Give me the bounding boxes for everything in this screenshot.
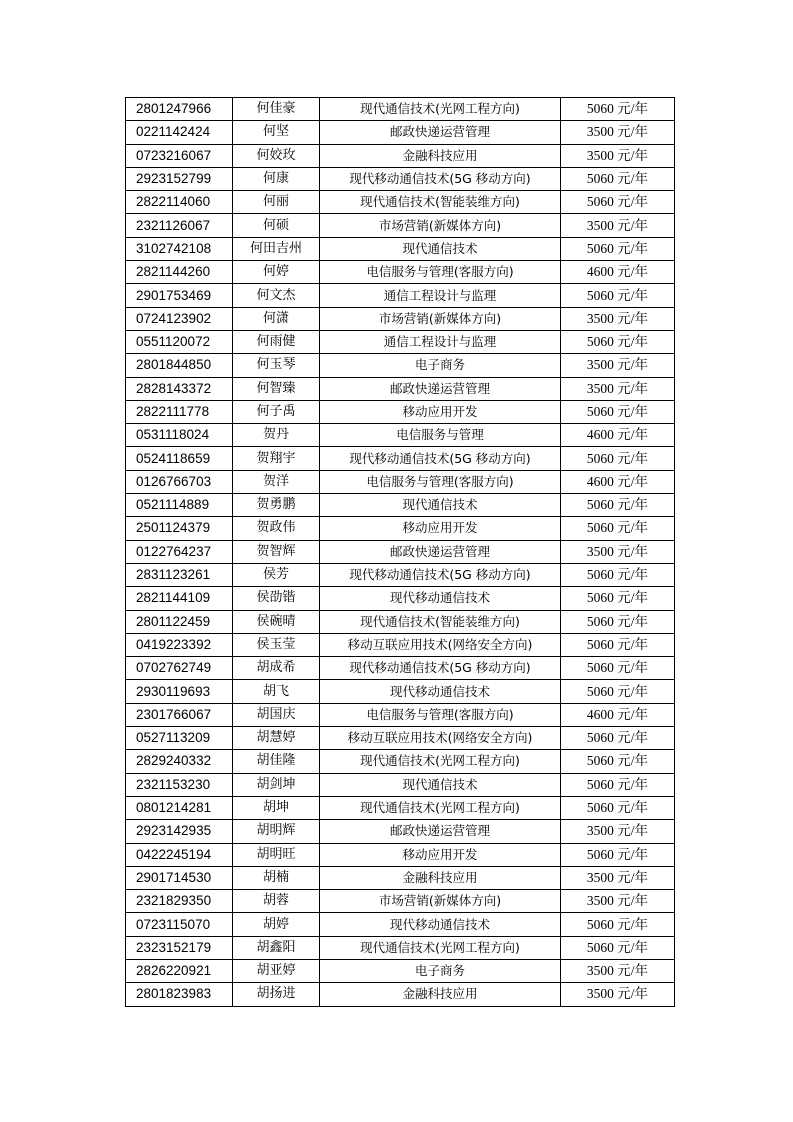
major-cell: 现代移动通信技术(5G 移动方向) — [320, 447, 561, 470]
student-id-cell: 0723115070 — [126, 913, 233, 936]
student-id-cell: 2901714530 — [126, 866, 233, 889]
student-id-cell: 2321126067 — [126, 214, 233, 237]
table-row — [126, 307, 675, 330]
major-cell: 现代通信技术(光网工程方向) — [320, 796, 561, 819]
major-cell: 移动应用开发 — [320, 400, 561, 423]
table-row — [126, 843, 675, 866]
table-row — [126, 470, 675, 493]
major-cell: 金融科技应用 — [320, 866, 561, 889]
student-name-cell: 胡明旺 — [233, 843, 320, 866]
student-id-cell: 0419223392 — [126, 633, 233, 656]
table-row — [126, 284, 675, 307]
student-name-cell: 何坚 — [233, 121, 320, 144]
table-row — [126, 983, 675, 1006]
student-id-cell: 0524118659 — [126, 447, 233, 470]
tuition-fee-cell: 4600 元/年 — [561, 424, 675, 447]
table-row — [126, 563, 675, 586]
student-name-cell: 何康 — [233, 167, 320, 190]
tuition-fee-cell: 3500 元/年 — [561, 890, 675, 913]
tuition-fee-cell: 5060 元/年 — [561, 98, 675, 121]
table-row — [126, 400, 675, 423]
table-row — [126, 866, 675, 889]
major-cell: 邮政快递运营管理 — [320, 377, 561, 400]
major-cell: 现代移动通信技术 — [320, 913, 561, 936]
table-row — [126, 517, 675, 540]
student-id-cell: 0122764237 — [126, 540, 233, 563]
table-row — [126, 261, 675, 284]
student-name-cell: 何玉琴 — [233, 354, 320, 377]
student-id-cell: 2822114060 — [126, 191, 233, 214]
student-id-cell: 2501124379 — [126, 517, 233, 540]
major-cell: 电子商务 — [320, 354, 561, 377]
tuition-fee-cell: 5060 元/年 — [561, 330, 675, 353]
tuition-fee-cell: 5060 元/年 — [561, 191, 675, 214]
student-id-cell: 2822111778 — [126, 400, 233, 423]
tuition-fee-cell: 5060 元/年 — [561, 400, 675, 423]
table-row — [126, 610, 675, 633]
major-cell: 电子商务 — [320, 959, 561, 982]
tuition-fee-cell: 5060 元/年 — [561, 237, 675, 260]
tuition-fee-cell: 3500 元/年 — [561, 354, 675, 377]
student-name-cell: 贺翔宇 — [233, 447, 320, 470]
table-row — [126, 424, 675, 447]
student-name-cell: 胡飞 — [233, 680, 320, 703]
student-id-cell: 2901753469 — [126, 284, 233, 307]
tuition-fee-cell: 5060 元/年 — [561, 773, 675, 796]
major-cell: 现代移动通信技术(5G 移动方向) — [320, 657, 561, 680]
student-name-cell: 胡婷 — [233, 913, 320, 936]
major-cell: 现代通信技术(光网工程方向) — [320, 98, 561, 121]
student-id-cell: 2301766067 — [126, 703, 233, 726]
major-cell: 现代通信技术 — [320, 237, 561, 260]
major-cell: 邮政快递运营管理 — [320, 121, 561, 144]
student-id-cell: 2923152799 — [126, 167, 233, 190]
student-name-cell: 胡剑坤 — [233, 773, 320, 796]
student-name-cell: 何丽 — [233, 191, 320, 214]
student-name-cell: 胡鑫阳 — [233, 936, 320, 959]
student-name-cell: 胡成希 — [233, 657, 320, 680]
student-id-cell: 2321153230 — [126, 773, 233, 796]
student-name-cell: 何硕 — [233, 214, 320, 237]
table-row — [126, 587, 675, 610]
tuition-fee-cell: 5060 元/年 — [561, 167, 675, 190]
student-name-cell: 侯芳 — [233, 563, 320, 586]
tuition-fee-cell: 5060 元/年 — [561, 657, 675, 680]
table-row — [126, 330, 675, 353]
major-cell: 通信工程设计与监理 — [320, 330, 561, 353]
student-id-cell: 0724123902 — [126, 307, 233, 330]
student-id-cell: 2930119693 — [126, 680, 233, 703]
tuition-fee-cell: 4600 元/年 — [561, 470, 675, 493]
table-row — [126, 936, 675, 959]
tuition-fee-cell: 5060 元/年 — [561, 517, 675, 540]
table-row — [126, 540, 675, 563]
major-cell: 市场营销(新媒体方向) — [320, 890, 561, 913]
tuition-fee-cell: 5060 元/年 — [561, 494, 675, 517]
tuition-fee-cell: 3500 元/年 — [561, 144, 675, 167]
student-name-cell: 何佳豪 — [233, 98, 320, 121]
student-id-cell: 2923142935 — [126, 820, 233, 843]
student-id-cell: 2826220921 — [126, 959, 233, 982]
student-name-cell: 何田吉州 — [233, 237, 320, 260]
major-cell: 现代移动通信技术 — [320, 680, 561, 703]
tuition-fee-cell: 5060 元/年 — [561, 563, 675, 586]
tuition-fee-cell: 3500 元/年 — [561, 121, 675, 144]
major-cell: 市场营销(新媒体方向) — [320, 307, 561, 330]
major-cell: 电信服务与管理(客服方向) — [320, 261, 561, 284]
tuition-fee-cell: 3500 元/年 — [561, 377, 675, 400]
major-cell: 电信服务与管理(客服方向) — [320, 470, 561, 493]
table-row — [126, 890, 675, 913]
table-row — [126, 494, 675, 517]
table-row — [126, 913, 675, 936]
tuition-fee-cell: 3500 元/年 — [561, 820, 675, 843]
student-id-cell: 2801844850 — [126, 354, 233, 377]
student-id-cell: 2801247966 — [126, 98, 233, 121]
major-cell: 移动应用开发 — [320, 843, 561, 866]
table-row — [126, 377, 675, 400]
table-row — [126, 121, 675, 144]
student-name-cell: 胡慧婷 — [233, 727, 320, 750]
student-id-cell: 2323152179 — [126, 936, 233, 959]
student-id-cell: 2821144109 — [126, 587, 233, 610]
major-cell: 通信工程设计与监理 — [320, 284, 561, 307]
student-id-cell: 2828143372 — [126, 377, 233, 400]
student-id-cell: 0527113209 — [126, 727, 233, 750]
student-name-cell: 胡蓉 — [233, 890, 320, 913]
tuition-fee-cell: 3500 元/年 — [561, 866, 675, 889]
student-name-cell: 贺丹 — [233, 424, 320, 447]
table-row — [126, 447, 675, 470]
student-id-cell: 2829240332 — [126, 750, 233, 773]
student-name-cell: 何子禹 — [233, 400, 320, 423]
student-id-cell: 0221142424 — [126, 121, 233, 144]
major-cell: 现代通信技术(光网工程方向) — [320, 936, 561, 959]
tuition-fee-cell: 5060 元/年 — [561, 843, 675, 866]
student-id-cell: 2321829350 — [126, 890, 233, 913]
table-row — [126, 214, 675, 237]
table-row — [126, 657, 675, 680]
major-cell: 邮政快递运营管理 — [320, 540, 561, 563]
student-id-cell: 0723216067 — [126, 144, 233, 167]
student-name-cell: 何姣玫 — [233, 144, 320, 167]
tuition-fee-cell: 5060 元/年 — [561, 680, 675, 703]
student-id-cell: 2801122459 — [126, 610, 233, 633]
student-name-cell: 胡国庆 — [233, 703, 320, 726]
table-row — [126, 633, 675, 656]
tuition-fee-cell: 3500 元/年 — [561, 959, 675, 982]
tuition-fee-cell: 5060 元/年 — [561, 727, 675, 750]
table-row — [126, 167, 675, 190]
tuition-fee-cell: 5060 元/年 — [561, 913, 675, 936]
major-cell: 电信服务与管理(客服方向) — [320, 703, 561, 726]
student-name-cell: 胡楠 — [233, 866, 320, 889]
tuition-fee-cell: 3500 元/年 — [561, 983, 675, 1006]
major-cell: 金融科技应用 — [320, 144, 561, 167]
student-name-cell: 何婷 — [233, 261, 320, 284]
tuition-fee-cell: 5060 元/年 — [561, 633, 675, 656]
major-cell: 现代通信技术(智能装维方向) — [320, 610, 561, 633]
major-cell: 电信服务与管理 — [320, 424, 561, 447]
student-name-cell: 胡亚婷 — [233, 959, 320, 982]
student-name-cell: 何雨健 — [233, 330, 320, 353]
student-name-cell: 胡坤 — [233, 796, 320, 819]
major-cell: 现代通信技术(光网工程方向) — [320, 750, 561, 773]
tuition-fee-cell: 5060 元/年 — [561, 796, 675, 819]
student-id-cell: 2831123261 — [126, 563, 233, 586]
student-name-cell: 贺政伟 — [233, 517, 320, 540]
student-id-cell: 0702762749 — [126, 657, 233, 680]
student-id-cell: 2801823983 — [126, 983, 233, 1006]
major-cell: 现代移动通信技术(5G 移动方向) — [320, 167, 561, 190]
table-row — [126, 773, 675, 796]
table-row — [126, 750, 675, 773]
major-cell: 金融科技应用 — [320, 983, 561, 1006]
major-cell: 现代通信技术 — [320, 773, 561, 796]
table-row — [126, 820, 675, 843]
table-row — [126, 237, 675, 260]
major-cell: 现代通信技术(智能装维方向) — [320, 191, 561, 214]
table-row — [126, 727, 675, 750]
major-cell: 移动互联应用技术(网络安全方向) — [320, 727, 561, 750]
table-row — [126, 703, 675, 726]
major-cell: 移动互联应用技术(网络安全方向) — [320, 633, 561, 656]
table-row — [126, 796, 675, 819]
student-name-cell: 胡佳隆 — [233, 750, 320, 773]
tuition-fee-cell: 5060 元/年 — [561, 750, 675, 773]
student-name-cell: 胡扬进 — [233, 983, 320, 1006]
major-cell: 现代通信技术 — [320, 494, 561, 517]
student-name-cell: 何智臻 — [233, 377, 320, 400]
table-row — [126, 680, 675, 703]
tuition-fee-cell: 3500 元/年 — [561, 307, 675, 330]
student-id-cell: 0551120072 — [126, 330, 233, 353]
student-name-cell: 贺勇鹏 — [233, 494, 320, 517]
tuition-fee-cell: 4600 元/年 — [561, 703, 675, 726]
student-name-cell: 胡明辉 — [233, 820, 320, 843]
student-id-cell: 0801214281 — [126, 796, 233, 819]
tuition-fee-cell: 3500 元/年 — [561, 540, 675, 563]
student-fee-table — [125, 97, 675, 1007]
student-name-cell: 何文杰 — [233, 284, 320, 307]
table-row — [126, 144, 675, 167]
major-cell: 邮政快递运营管理 — [320, 820, 561, 843]
student-id-cell: 0422245194 — [126, 843, 233, 866]
student-name-cell: 侯碗晴 — [233, 610, 320, 633]
student-id-cell: 2821144260 — [126, 261, 233, 284]
tuition-fee-cell: 5060 元/年 — [561, 447, 675, 470]
student-id-cell: 3102742108 — [126, 237, 233, 260]
table-body — [126, 98, 675, 1007]
student-name-cell: 侯玉莹 — [233, 633, 320, 656]
tuition-fee-cell: 5060 元/年 — [561, 587, 675, 610]
tuition-fee-cell: 5060 元/年 — [561, 610, 675, 633]
table-row — [126, 191, 675, 214]
tuition-fee-cell: 5060 元/年 — [561, 284, 675, 307]
student-id-cell: 0126766703 — [126, 470, 233, 493]
student-name-cell: 侯劭锴 — [233, 587, 320, 610]
student-id-cell: 0531118024 — [126, 424, 233, 447]
table-row — [126, 98, 675, 121]
table-row — [126, 354, 675, 377]
student-name-cell: 贺智辉 — [233, 540, 320, 563]
tuition-fee-cell: 5060 元/年 — [561, 936, 675, 959]
major-cell: 移动应用开发 — [320, 517, 561, 540]
student-name-cell: 贺洋 — [233, 470, 320, 493]
tuition-fee-cell: 4600 元/年 — [561, 261, 675, 284]
student-id-cell: 0521114889 — [126, 494, 233, 517]
major-cell: 市场营销(新媒体方向) — [320, 214, 561, 237]
major-cell: 现代移动通信技术(5G 移动方向) — [320, 563, 561, 586]
tuition-fee-cell: 3500 元/年 — [561, 214, 675, 237]
major-cell: 现代移动通信技术 — [320, 587, 561, 610]
student-name-cell: 何潇 — [233, 307, 320, 330]
table-row — [126, 959, 675, 982]
